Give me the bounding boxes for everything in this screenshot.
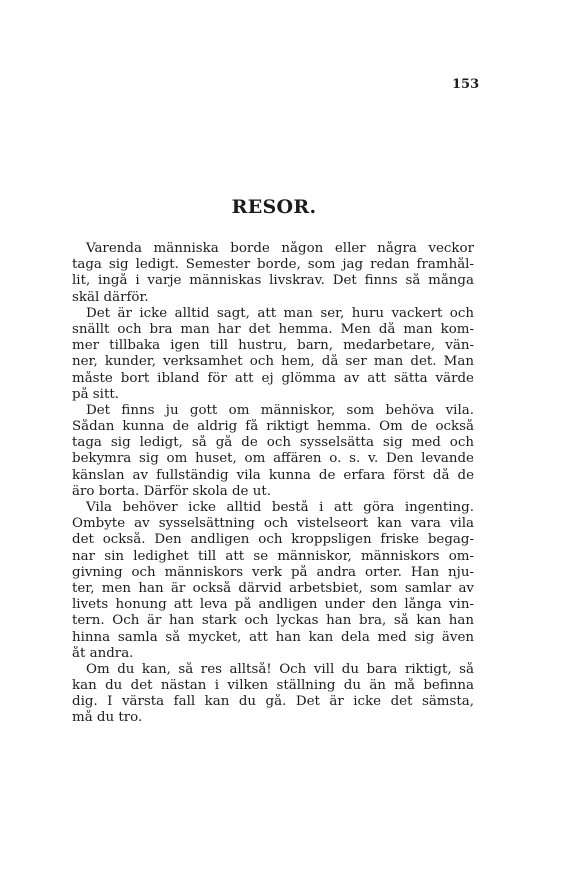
text-line: Ombyte av sysselsättning och vistelseort kan vara vila <box>72 516 474 532</box>
text-line: skäl därför. <box>72 289 149 305</box>
text-line: nar sin ledighet till att se människor, människors om- <box>72 548 474 564</box>
page-number: 153 <box>452 77 480 92</box>
text-line: kan du det nästan i vilken ställning du än må befinna <box>72 678 474 694</box>
text-line: dig. I värsta fall kan du gå. Det är icke det sämsta, <box>72 694 474 710</box>
text-line: Varenda människa borde någon eller några veckor <box>86 241 474 256</box>
text-line: snällt och bra man har det hemma. Men då man kom- <box>72 321 474 337</box>
text-line: livets honung att leva på andligen under den långa vin- <box>72 597 474 613</box>
text-line: Vila behöver icke alltid bestå i att göra ingenting. <box>86 500 474 515</box>
chapter-title: RESOR. <box>231 196 317 218</box>
text-line: det också. Den andligen och kroppsligen friske begag- <box>72 532 474 548</box>
text-line: Det finns ju gott om människor, som behöva vila. <box>86 402 474 418</box>
text-line: Sådan kunna de aldrig få riktigt hemma. Om de också <box>72 419 474 435</box>
text-line: måste bort ibland för att ej glömma av att sätta värde <box>72 370 474 386</box>
text-line: må du tro. <box>72 710 143 726</box>
text-line: lit, ingå i varje människas livskrav. Det finns så många <box>72 273 474 289</box>
text-line: Om du kan, så res alltså! Och vill du bara riktigt, så <box>86 661 474 677</box>
text-line: tern. Och är han stark och lyckas han bra, så kan han <box>72 613 474 629</box>
text-line: Det är icke alltid sagt, att man ser, huru vackert och <box>86 305 474 321</box>
text-line: taga sig ledigt. Semester borde, som jag redan framhål- <box>72 257 474 273</box>
text-line: känslan av fullständig vila kunna de erfara först då de <box>72 467 474 483</box>
text-line: äro borta. Därför skola de ut. <box>72 483 271 499</box>
text-line: ter, men han är också därvid arbetsbiet, som samlar av <box>72 580 474 596</box>
text-line: mer tillbaka igen till hustru, barn, medarbetare, vän- <box>72 338 474 354</box>
text-line: ner, kunder, verksamhet och hem, då ser man det. Man <box>72 354 474 370</box>
text-line: bekymra sig om huset, om affären o. s. v. Den levande <box>72 451 474 467</box>
text-line: givning och människors verk på andra orter. Han nju- <box>72 564 474 580</box>
text-line: hinna samla så mycket, att han kan dela med sig även <box>72 629 474 645</box>
text-line: åt andra. <box>72 645 134 661</box>
text-line: taga sig ledigt, så gå de och sysselsätta sig med och <box>72 435 474 451</box>
body-text <box>72 241 474 727</box>
text-line: på sitt. <box>72 386 119 402</box>
